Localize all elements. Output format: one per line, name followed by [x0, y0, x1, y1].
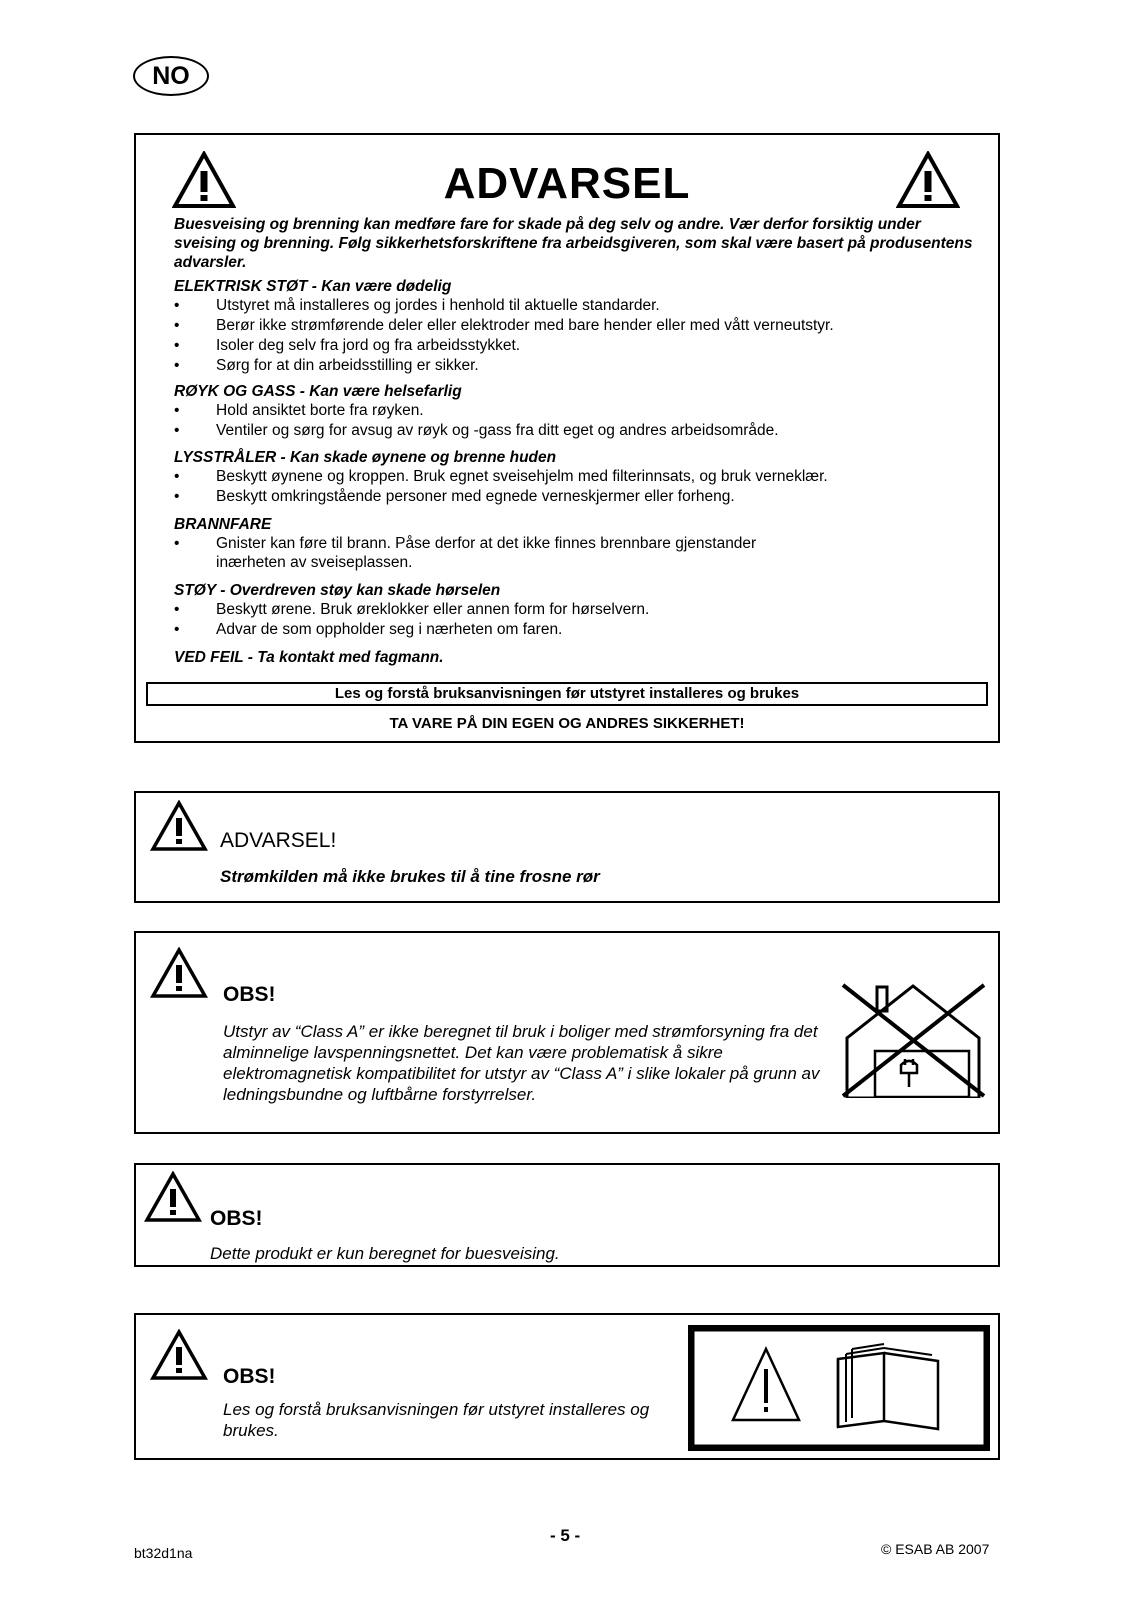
warning-triangle-icon: [144, 1171, 202, 1223]
section-heading: RØYK OG GASS - Kan være helsefarlig: [174, 383, 462, 400]
obs-class-a-box: [134, 931, 1000, 1134]
warning-text: Strømkilden må ikke brukes til å tine frosne rør: [220, 867, 600, 886]
warning-triangle-icon: [896, 151, 960, 209]
page-number: - 5 -: [550, 1526, 581, 1545]
bullet-text: Utstyret må installeres og jordes i henhold til aktuelle standarder.: [216, 297, 660, 314]
main-warning-box: ADVARSEL Buesveising og brenning kan medføre fare for skade på deg selv og andre. Vær derfor forsiktig under sveising og brenning. Følg sikkerhetsforskriftene fra arbeidsgiveren, som skal være basert på produsentens advarsler. ELEKTRISK STØT - Kan være dødelig • Utstyret må installeres og jordes i henhold til aktuelle standarder. • Berør ikke strømførende deler eller elektroder med bare hender eller med vått verneutstyr. • Isoler deg selv fra jord og fra arbeidsstykket. • Sørg for at din arbeidsstilling er sikker. RØYK OG GASS - Kan være helsefarlig • Hold ansiktet borte fra røyken. • Ventiler og sørg for avsug av røyk og -gass fra ditt eget og andres arbeidsområde. LYSSTRÅLER - Kan skade øynene og brenne huden • Beskytt øynene og kroppen. Bruk egnet sveisehjelm med filterinnsats, og bruk verneklær. • Beskytt omkringstående personer med egnede verneskjermer eller forheng. BRANNFARE • Gnister kan føre til brann. Påse derfor at det ikke finnes brennbare gjenstander inærheten av sveiseplassen. STØY - Overdreven støy kan skade hørselen • Beskytt ørene. Bruk øreklokker eller annen form for hørselvern. • Advar de som oppholder seg i nærheten om faren. VED FEIL - Ta kontakt med fagmann. Les og forstå bruksanvisningen før utstyret installeres og brukes TA VARE PÅ DIN EGEN OG ANDRES SIKKERHET!: [134, 133, 1000, 743]
intro-text: Buesveising og brenning kan medføre fare for skade på deg selv og andre. Vær derfor forsiktig under sveising og brenning. Følg sikkerhetsforskriftene fra arbeidsgiveren, som skal være basert på produsentens advarsler.: [174, 216, 973, 271]
bullet-text: Hold ansiktet borte fra røyken.: [216, 402, 424, 419]
warning-box: [134, 791, 1000, 903]
language-badge: NO: [133, 56, 209, 96]
section-heading: STØY - Overdreven støy kan skade hørselen: [174, 582, 501, 599]
read-manual-bar: Les og forstå bruksanvisningen før utstyret installeres og brukes: [146, 682, 988, 706]
obs-title: OBS!: [223, 1365, 276, 1388]
section-heading: ELEKTRISK STØT - Kan være dødelig: [174, 278, 452, 295]
bullet-text: Advar de som oppholder seg i nærheten om faren.: [216, 621, 563, 638]
bullet-text: Gnister kan føre til brann. Påse derfor at det ikke finnes brennbare gjenstander inærheten av sveiseplassen.: [216, 535, 757, 571]
obs-arc-box: [134, 1163, 1000, 1267]
obs-text: Les og forstå bruksanvisningen før utstyret installeres og brukes.: [223, 1400, 650, 1440]
obs-title: OBS!: [210, 1207, 263, 1230]
warning-triangle-icon: [150, 800, 208, 852]
bullet-text: Beskytt ørene. Bruk øreklokker eller annen form for hørselvern.: [216, 601, 650, 618]
bullet-text: Ventiler og sørg for avsug av røyk og -gass fra ditt eget og andres arbeidsområde.: [216, 422, 779, 439]
read-manual-symbol-icon: [688, 1325, 990, 1451]
obs-text: Dette produkt er kun beregnet for buesveising.: [210, 1244, 560, 1263]
warning-triangle-icon: [150, 947, 208, 999]
obs-text: Utstyr av “Class A” er ikke beregnet til bruk i boliger med strømforsyning fra det alminnelige lavspenningsnettet. Det kan være problematisk å sikre elektromagnetisk kompatibilitet for utstyr av “Class A” i slike lokaler på grunn av ledningsbundne og luftbårne forstyrrelser.: [223, 1022, 820, 1104]
obs-manual-box: [134, 1313, 1000, 1460]
section-heading: VED FEIL - Ta kontakt med fagmann.: [174, 649, 444, 666]
section-heading: BRANNFARE: [174, 516, 272, 533]
section-heading: LYSSTRÅLER - Kan skade øynene og brenne huden: [174, 449, 557, 466]
obs-title: OBS!: [223, 983, 276, 1006]
bullet-text: Sørg for at din arbeidsstilling er sikker.: [216, 357, 479, 374]
warning-title: ADVARSEL!: [220, 829, 337, 852]
bullet-text: Beskytt omkringstående personer med egnede verneskjermer eller forheng.: [216, 488, 735, 505]
copyright: © ESAB AB 2007: [881, 1541, 990, 1557]
bullet-text: Berør ikke strømførende deler eller elektroder med bare hender eller med vått verneutstyr.: [216, 317, 834, 334]
no-household-use-icon: [841, 983, 986, 1098]
main-title: ADVARSEL: [443, 159, 691, 208]
warning-triangle-icon: [150, 1329, 208, 1381]
bullet-text: Beskytt øynene og kroppen. Bruk egnet sveisehjelm med filterinnsats, og bruk verneklær.: [216, 468, 828, 485]
bullet-text: Isoler deg selv fra jord og fra arbeidsstykket.: [216, 337, 521, 354]
safety-slogan: TA VARE PÅ DIN EGEN OG ANDRES SIKKERHET!: [389, 715, 745, 732]
doc-id: bt32d1na: [134, 1545, 193, 1561]
